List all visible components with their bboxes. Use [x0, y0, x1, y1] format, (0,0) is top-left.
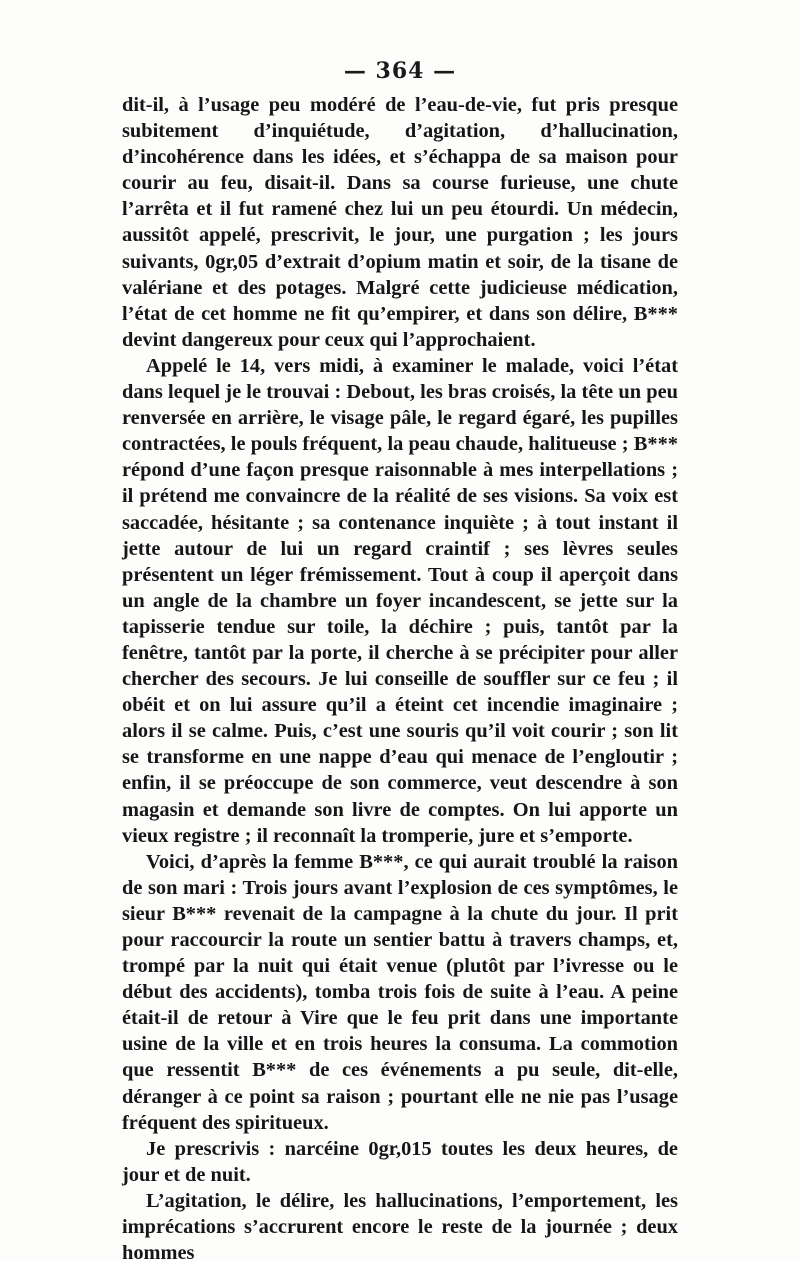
paragraph-5: L’agitation, le délire, les hallucinations, l’emportement, les imprécations s’accrurent encore le reste de la journée ; deux hommes — [122, 1189, 678, 1265]
paragraph-3: Voici, d’après la femme B***, ce qui aurait troublé la raison de son mari : Trois jours avant l’explosion de ces symptômes, le sieur B*** revenait de la campagne à la chute du jour. Il prit pour raccourcir la route un sentier battu à travers champs, et, trompé par la nuit qui était venue (plutôt par l’ivresse ou le début des accidents), tomba trois fois de suite à l’eau. A peine était-il de retour à Vire que le feu prit dans une importante usine de la ville et en trois heures la consuma. La commotion que ressentit B*** de ces événements a pu seule, dit-elle, déranger à ce point sa raison ; pourtant elle ne nie pas l’usage fréquent des spiritueux. — [122, 850, 678, 1134]
paragraph-4: Je prescrivis : narcéine 0gr,015 toutes les deux heures, de jour et de nuit. — [122, 1137, 678, 1186]
page-body-text — [122, 92, 678, 1266]
paragraph-2: Appelé le 14, vers midi, à examiner le malade, voici l’état dans lequel je le trouvai : Debout, les bras croisés, la tête un peu renversée en arrière, le visage pâle, le regard égaré, les pupilles contractées, le pouls fréquent, la peau chaude, halitueuse ; B*** répond d’une façon presque raisonnable à mes interpellations ; il prétend me convaincre de la réalité de ses visions. Sa voix est saccadée, hésitante ; sa contenance inquiète ; à tout instant il jette autour de lui un regard craintif ; ses lèvres seules présentent un léger frémissement. Tout à coup il aperçoit dans un angle de la chambre un foyer incandescent, se jette sur la tapisserie tendue sur toile, la déchire ; puis, tantôt par la fenêtre, tantôt par la porte, il cherche à se précipiter pour aller chercher des secours. Je lui conseille de souffler sur ce feu ; il obéit et on lui assure qu’il a éteint cet incendie imaginaire ; alors il se calme. Puis, c’est une souris qu’il voit courir ; son lit se transforme en une nappe d’eau qui menace de l’engloutir ; enfin, il se préoccupe de son commerce, veut descendre à son magasin et demande son livre de comptes. On lui apporte un vieux registre ; il reconnaît la tromperie, jure et s’emporte. — [122, 354, 678, 847]
page-number: — 364 — — [343, 58, 457, 84]
paragraph-1: dit-il, à l’usage peu modéré de l’eau-de-vie, fut pris presque subitement d’inquiétude, d’agitation, d’hallucination, d’incohérence dans les idées, et s’échappa de sa maison pour courir au feu, disait-il. Dans sa course furieuse, une chute l’arrêta et il fut ramené chez lui un peu étourdi. Un médecin, aussitôt appelé, prescrivit, le jour, une purgation ; les jours suivants, 0gr,05 d’extrait d’opium matin et soir, de la tisane de valériane et des potages. Malgré cette judicieuse médication, l’état de cet homme ne fit qu’empirer, et dans son délire, B*** devint dangereux pour ceux qui l’approchaient. — [122, 94, 678, 351]
